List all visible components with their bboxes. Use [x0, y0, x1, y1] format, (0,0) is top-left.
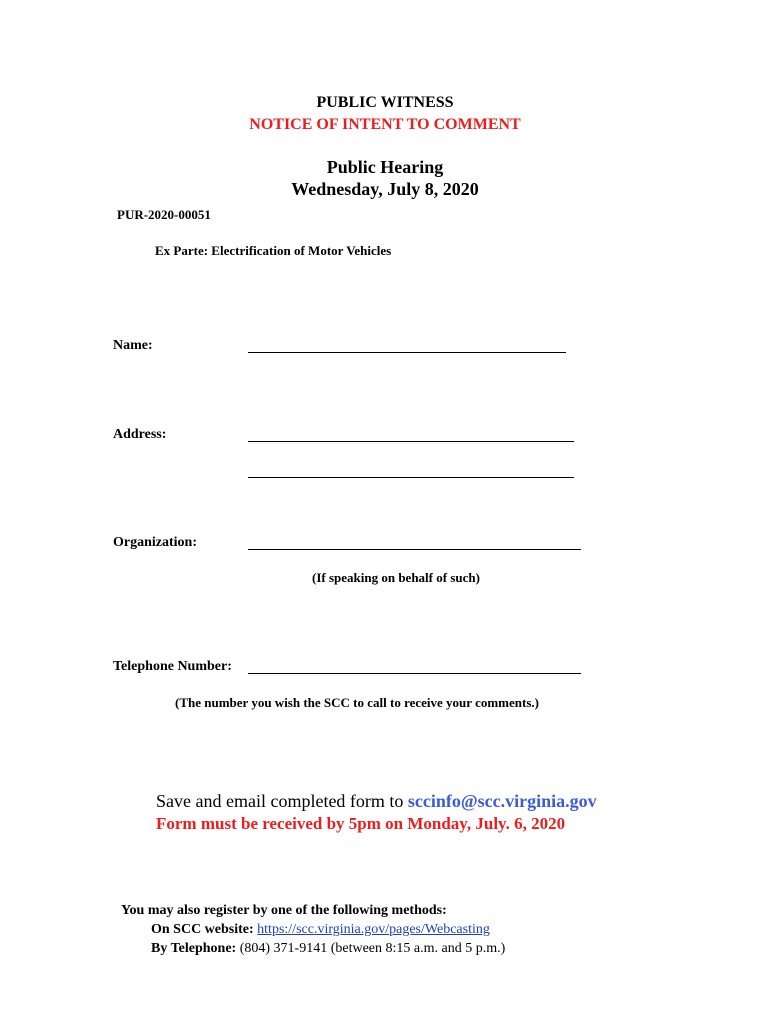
document-subtitle: NOTICE OF INTENT TO COMMENT — [249, 116, 521, 133]
save-instruction — [156, 791, 597, 812]
organization-field-line[interactable] — [248, 549, 581, 550]
email-address[interactable]: sccinfo@scc.virginia.gov — [407, 791, 597, 811]
alternatives-heading: You may also register by one of the following methods: — [121, 903, 447, 918]
case-number: PUR-2020-00051 — [117, 207, 211, 222]
website-row — [151, 922, 490, 938]
phone-label: By Telephone: — [151, 941, 237, 956]
organization-note: (If speaking on behalf of such) — [312, 570, 480, 585]
name-label: Name: — [113, 338, 153, 353]
organization-label: Organization: — [113, 535, 197, 550]
website-label: On SCC website: — [151, 922, 254, 937]
telephone-label: Telephone Number: — [113, 659, 232, 674]
document-title: PUBLIC WITNESS — [316, 94, 454, 111]
hearing-date: Wednesday, July 8, 2020 — [291, 179, 479, 199]
save-instruction-text: Save and email completed form to — [156, 791, 408, 811]
deadline-notice: Form must be received by 5pm on Monday, July. 6, 2020 — [156, 814, 566, 833]
address-label: Address: — [113, 427, 167, 442]
name-field-line[interactable] — [248, 352, 566, 353]
case-description: Ex Parte: Electrification of Motor Vehicles — [155, 243, 392, 258]
address-field-line-1[interactable] — [248, 441, 574, 442]
telephone-field-line[interactable] — [248, 673, 581, 674]
website-link[interactable]: https://scc.virginia.gov/pages/Webcasting — [257, 922, 490, 937]
telephone-note: (The number you wish the SCC to call to receive your comments.) — [175, 695, 539, 710]
hearing-label: Public Hearing — [326, 157, 444, 177]
phone-text: (804) 371-9141 (between 8:15 a.m. and 5 p.m.) — [239, 941, 506, 956]
address-field-line-2[interactable] — [248, 477, 574, 478]
phone-row — [151, 941, 505, 957]
